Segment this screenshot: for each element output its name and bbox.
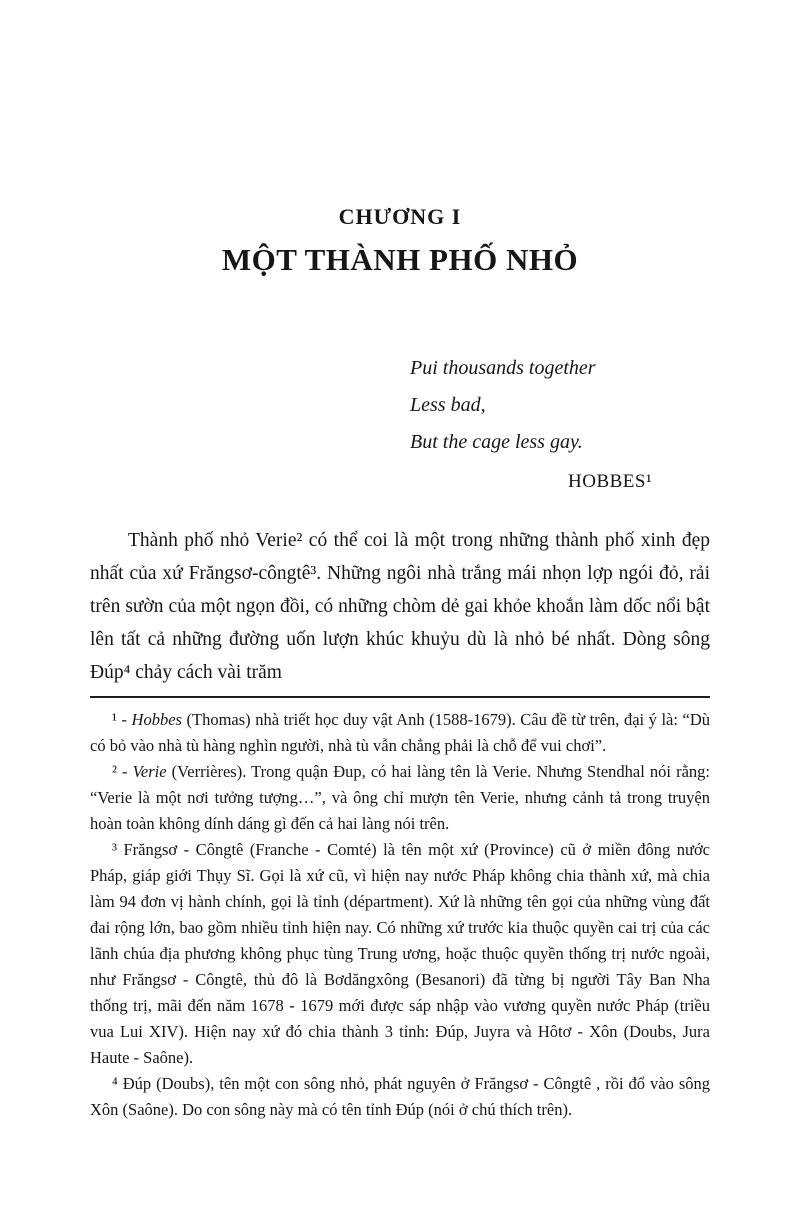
footnotes-section	[90, 707, 710, 1123]
epigraph-line: Pui thousands together	[410, 357, 596, 379]
footnote-text: Đúp (Doubs), tên một con sông nhỏ, phát nguyên ở Frăngsơ - Côngtê , rồi đổ vào sông Xôn (Saône). Do con sông này mà có tên tỉnh Đúp (nói ở chú thích trên).	[90, 1074, 710, 1119]
epigraph-attribution: HOBBES¹	[568, 471, 653, 492]
footnote-marker: ³	[112, 840, 124, 859]
footnote-marker: ¹ -	[112, 710, 132, 729]
footnote-text: Frăngsơ - Côngtê (Franche - Comté) là tên một xứ (Province) cũ ở miền đông nước Pháp, giáp giới Thụy Sĩ. Gọi là xứ cũ, vì hiện nay nước Pháp không chia thành xứ, mà chia làm 94 đơn vị hành chính, gọi là tỉnh (départment). Xứ là những tên gọi của những vùng đất đai rộng lớn, bao gồm nhiều tỉnh hiện nay. Có những xứ trước kia thuộc quyền cai trị của các lãnh chúa địa phương không phục tùng Trung ương, hoặc thuộc quyền thống trị nước ngoài, như Frăngsơ - Côngtê, thủ đô là Bơdăngxông (Besanori) đã từng bị người Tây Ban Nha thống trị, mãi đến năm 1678 - 1679 mới được sáp nhập vào vương quyền nước Pháp (triều vua Lui XIV). Hiện nay xứ đó chia thành 3 tỉnh: Đúp, Juyra và Hôtơ - Xôn (Doubs, Jura Haute - Saône).	[90, 840, 710, 1067]
epigraph-line: But the cage less gay.	[410, 431, 583, 453]
footnote	[90, 707, 710, 759]
footnote	[90, 759, 710, 837]
footnote	[90, 837, 710, 1071]
footnote-text: (Verrières). Trong quận Đup, có hai làng tên là Verie. Nhưng Stendhal nói rằng: “Verie là một nơi tưởng tượng…”, và ông chỉ mượn tên Verie, nhưng cảnh tả trong truyện hoàn toàn không dính dáng gì đến cả hai làng nói trên.	[90, 762, 710, 833]
footnote-text: (Thomas) nhà triết học duy vật Anh (1588-1679). Câu đề từ trên, đại ý là: “Dù có bỏ vào nhà tù hàng nghìn người, nhà tù vẫn chẳng phải là chỗ để vui chơi”.	[90, 710, 710, 755]
footnote-marker: ² -	[112, 762, 133, 781]
footnote-term: Verie	[132, 762, 167, 781]
footnote-term: Hobbes	[131, 710, 182, 729]
footnote-marker: ⁴	[112, 1074, 123, 1093]
chapter-heading: CHƯƠNG I	[338, 204, 462, 229]
epigraph	[410, 350, 710, 500]
epigraph-line: Less bad,	[410, 394, 486, 416]
chapter-title: MỘT THÀNH PHỐ NHỎ	[221, 242, 579, 277]
footnote-separator	[90, 696, 710, 698]
body-paragraph: Thành phố nhỏ Verie² có thể coi là một trong những thành phố xinh đẹp nhất của xứ Frăngsơ-côngtê³. Những ngôi nhà trắng mái nhọn lợp ngói đỏ, rải trên sườn của một ngọn đồi, có những chòm dẻ gai khỏe khoắn làm dốc nổi bật lên tất cả những đường uốn lượn khúc khuỷu dù là nhỏ bé nhất. Dòng sông Đúp⁴ chảy cách vài trăm	[90, 530, 710, 683]
footnote	[90, 1071, 710, 1123]
